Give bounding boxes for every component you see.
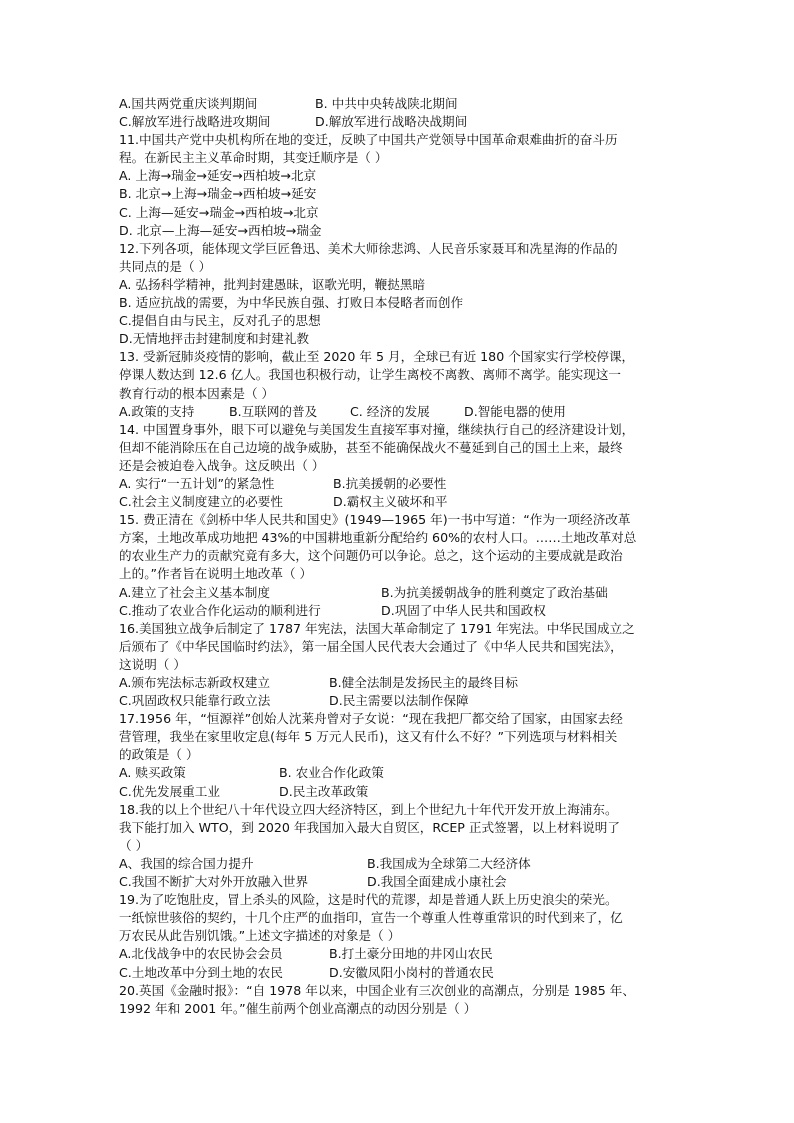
document-page [119,95,679,1018]
option-row [119,783,679,801]
answer-option: B.我国成为全球第二大经济体 [367,855,531,871]
text-line: 20.英国《金融时报》：“自 1978 年以来，中国企业有三次创业的高潮点，分别是 1985 年、 [119,982,635,998]
answer-option: B. 中共中央转战陕北期间 [315,96,458,111]
answer-option: D.智能电器的使用 [464,403,566,419]
text-line: 后颁布了《中华民国临时约法》，第一届全国人民代表大会通过了《中华人民共和国宪法》， [119,638,623,654]
answer-option: B.为抗美援朝战争的胜利奠定了政治基础 [381,584,608,600]
text-line: B. 北京→上海→瑞金→西柏坡→延安 [119,186,317,202]
text-line: B. 适应抗战的需要，为中华民族自强、打败日本侵略者而创作 [119,295,464,311]
text-line: 方案，土地改革成功地把 43%的中国耕地重新分配给约 60%的农村人口。……土地改革对总 [119,530,637,546]
answer-option: D.解放军进行战略决战期间 [315,114,468,130]
answer-option: A、我国的综合国力提升 [119,855,254,871]
text-line: 12.下列各项，能体现文学巨匠鲁迅、美术大师徐悲鸿、人民音乐家聂耳和冼星海的作品的 [119,240,618,256]
answer-option: B.打土豪分田地的井冈山农民 [329,946,493,962]
answer-option: B.抗美援朝的必要性 [333,475,447,491]
text-line: 19.为了吃饱肚皮，冒上杀头的风险，这是时代的荒谬，却是普通人跃上历史浪尖的荣光。 [119,892,618,908]
answer-option: A.国共两党重庆谈判期间 [119,96,258,111]
text-line: 18.我的以上个世纪八十年代设立四大经济特区，到上个世纪九十年代开发开放上海浦东。 [119,801,618,817]
answer-option: C.解放军进行战略进攻期间 [119,114,271,130]
text-line: 17.1956 年，“恒源祥”创始人沈莱舟曾对子女说：“现在我把厂都交给了国家，由国家去经 [119,711,623,727]
answer-option: A.颁布宪法标志新政权建立 [119,675,270,690]
option-row [119,584,679,602]
answer-option: C.土地改革中分到土地的农民 [119,964,283,980]
option-row [119,602,679,620]
option-row [119,964,679,982]
answer-option: A. 赎买政策 [119,765,186,781]
text-line: 停课人数达到 12.6 亿人。我国也积极行动，让学生离校不离教、离师不离学。能实现这一 [119,367,622,383]
option-row [119,403,679,421]
option-row [119,475,679,493]
answer-option: B. 农业合作化政策 [279,765,384,781]
answer-option: A. 实行“一五计划”的紧急性 [119,475,275,491]
option-row [119,764,679,782]
text-line: 这说明（ ） [119,656,186,672]
answer-option: D.民主需要以法制作保障 [329,693,469,709]
text-line: 14. 中国置身事外，眼下可以避免与美国发生直接军事对撞，继续执行自己的经济建设计划， [119,421,635,437]
text-line: 13. 受新冠肺炎疫情的影响，截止至 2020 年 5 月，全球已有近 180 个国家实行学校停课， [119,349,635,365]
answer-option: D.安徽凤阳小岗村的普通农民 [329,964,494,980]
text-line: 的农业生产力的贡献究竟有多大，这个问题仍可以争论。总之，这个运动的主要成就是政治 [119,548,623,564]
text-line: 11.中国共产党中央机构所在地的变迁，反映了中国共产党领导中国革命艰难曲折的奋斗历 [119,132,618,148]
answer-option: A.建立了社会主义基本制度 [119,584,270,600]
text-line: 的政策是（ ） [119,747,199,763]
option-row [119,873,679,891]
text-line: C.提倡自由与民主，反对孔子的思想 [119,313,321,329]
text-line: 上的。”作者旨在说明土地改革（ ） [119,566,313,582]
option-row [119,855,679,873]
option-row [119,113,679,131]
text-line: 万农民从此告别饥饿。”上述文字描述的对象是（ ） [119,928,401,944]
text-line: 一纸惊世骇俗的契约，十几个庄严的血指印，宣告一个尊重人性尊重常识的时代到来了，亿 [119,910,623,926]
text-line: 还是会被迫卷入战争。这反映出（ ） [119,457,325,473]
text-line: 共同点的是（ ） [119,258,212,274]
text-line: 16.美国独立战争后制定了 1787 年宪法，法国大革命制定了 1791 年宪法。中华民国成立之 [119,620,635,636]
text-line: 营管理，我坐在家里收定息(每年 5 万元人民币)，这又有什么不好？”下列选项与材料相关 [119,729,618,745]
option-row [119,95,679,113]
answer-option: C.推动了农业合作化运动的顺利进行 [119,602,321,618]
answer-option: B.互联网的普及 [229,403,318,419]
text-line: D.无情地抨击封建制度和封建礼教 [119,331,310,347]
option-row [119,692,679,710]
option-row [119,945,679,963]
text-line: 程。在新民主主义革命时期，其变迁顺序是（ ） [119,150,388,166]
answer-option: B.健全法制是发扬民主的最终目标 [329,675,518,690]
answer-option: D.我国全面建成小康社会 [367,874,507,890]
answer-option: C.优先发展重工业 [119,783,220,799]
text-line: A. 弘扬科学精神，批判封建愚昧，讴歌光明，鞭挞黑暗 [119,276,426,292]
answer-option: C.社会主义制度建立的必要性 [119,494,283,510]
text-line: 但却不能消除压在自己边境的战争威胁，甚至不能确保战火不蔓延到自己的国土上来，最终 [119,439,623,455]
answer-option: D.民主改革政策 [279,783,369,799]
answer-option: A.政策的支持 [119,403,195,419]
answer-option: D.巩固了中华人民共和国政权 [381,602,546,618]
text-line: 我下能打加入 WTO，到 2020 年我国加入最大自贸区，RCEP 正式签署，以上材料说明了 [119,819,620,835]
answer-option: A.北伐战争中的农民协会会员 [119,946,283,962]
text-line: 15. 费正清在《剑桥中华人民共和国史》(1949—1965 年)一书中写道：“作为一项经济改革 [119,512,631,528]
text-line: （ ） [119,837,149,853]
answer-option: D.霸权主义破坏和平 [333,494,448,510]
option-row [119,674,679,692]
option-row [119,493,679,511]
text-line: 1992 年和 2001 年。”催生前两个创业高潮点的动因分别是（ ） [119,1000,477,1016]
answer-option: C. 经济的发展 [350,403,430,419]
text-line: C. 上海—延安→瑞金→西柏坡→北京 [119,204,319,220]
answer-option: C.我国不断扩大对外开放融入世界 [119,874,309,890]
text-line: D. 北京—上海—延安→西柏坡→瑞金 [119,222,322,238]
text-line: 教育行动的根本因素是（ ） [119,385,275,401]
text-line: A. 上海→瑞金→延安→西柏坡→北京 [119,168,317,184]
answer-option: C.巩固政权只能靠行政立法 [119,693,271,709]
